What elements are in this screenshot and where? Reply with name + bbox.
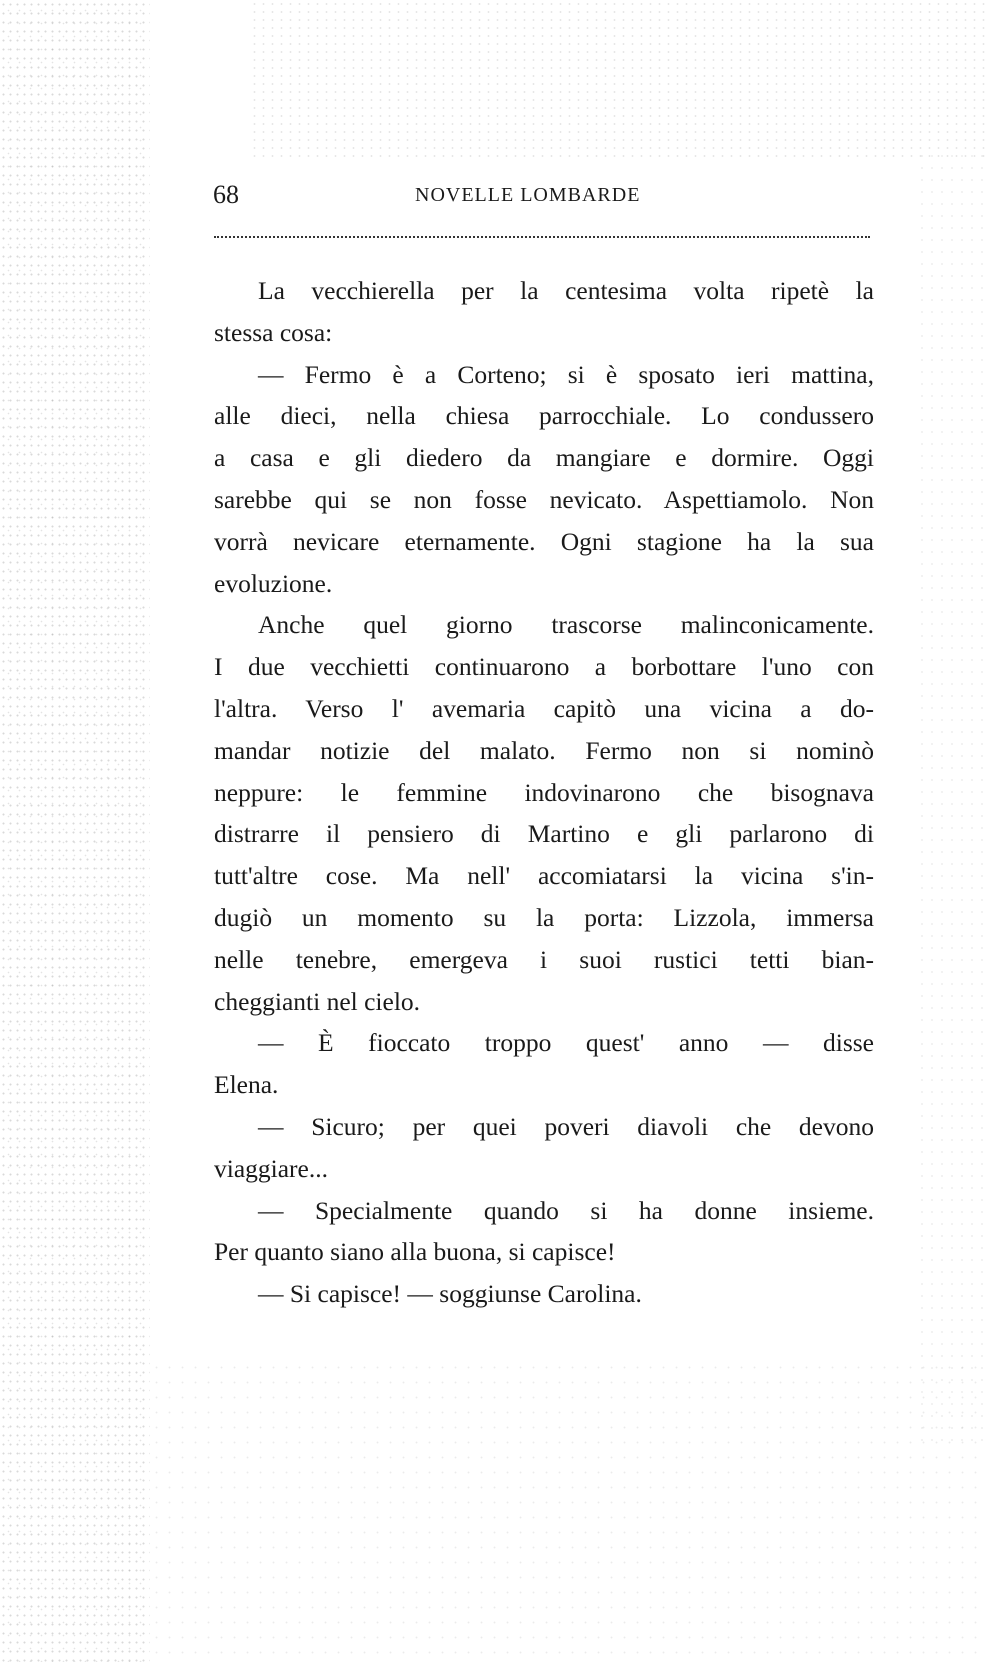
text-line: a casa e gli diedero da mangiare e dormire. Oggi <box>214 443 874 473</box>
text-line: dugiò un momento su la porta: Lizzola, immersa <box>214 902 874 932</box>
header-rule <box>214 236 870 238</box>
scan-noise-bottom <box>150 1360 987 1662</box>
text-line: cheggianti nel cielo. <box>214 986 421 1016</box>
text-line: viaggiare... <box>214 1153 328 1183</box>
text-line: evoluzione. <box>214 568 333 598</box>
scan-noise-left <box>0 0 150 1662</box>
scan-noise-right <box>917 150 987 1450</box>
text-line: — È fioccato troppo quest' anno — disse <box>258 1028 874 1058</box>
text-line: I due vecchietti continuarono a borbottare l'uno con <box>214 652 874 682</box>
text-line: — Specialmente quando si ha donne insieme. <box>258 1195 874 1225</box>
page-number: 68 <box>213 180 239 209</box>
text-line: distrarre il pensiero di Martino e gli parlarono di <box>214 819 874 849</box>
text-line: — Fermo è a Corteno; si è sposato ieri mattina, <box>258 359 874 389</box>
text-line: Per quanto siano alla buona, si capisce! <box>214 1237 616 1267</box>
text-line: tutt'altre cose. Ma nell' accomiatarsi la vicina s'in- <box>214 861 874 891</box>
text-line: — Si capisce! — soggiunse Carolina. <box>258 1279 642 1309</box>
running-title: NOVELLE LOMBARDE <box>415 184 641 206</box>
text-line: vorrà nevicare eternamente. Ogni stagione ha la sua <box>214 526 874 556</box>
body-text <box>214 270 874 1315</box>
text-line: nelle tenebre, emergeva i suoi rustici tetti bian- <box>214 944 874 974</box>
text-line: sarebbe qui se non fosse nevicato. Aspettiamolo. Non <box>214 484 874 514</box>
scan-noise-top <box>250 0 987 160</box>
text-line: alle dieci, nella chiesa parrocchiale. Lo condussero <box>214 401 874 431</box>
text-line: Elena. <box>214 1070 279 1100</box>
text-line: — Sicuro; per quei poveri diavoli che devono <box>258 1111 874 1141</box>
text-line: stessa cosa: <box>214 317 333 347</box>
running-head <box>213 180 873 210</box>
text-line: La vecchierella per la centesima volta ripetè la <box>258 276 874 305</box>
text-line: mandar notizie del malato. Fermo non si nominò <box>214 735 874 765</box>
text-line: l'altra. Verso l' avemaria capitò una vicina a do- <box>214 693 874 723</box>
text-line: neppure: le femmine indovinarono che bisognava <box>214 777 874 807</box>
text-line: Anche quel giorno trascorse malinconicamente. <box>258 610 874 640</box>
